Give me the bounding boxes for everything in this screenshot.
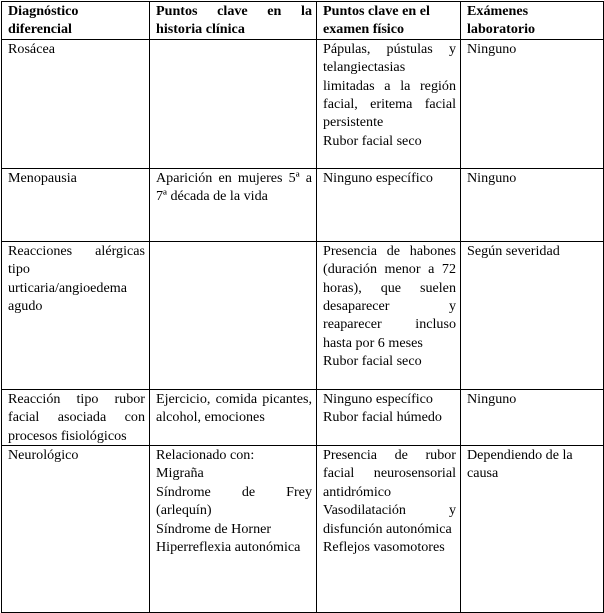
history-line: Síndrome de Frey (arlequín)	[156, 483, 312, 519]
history-cell	[150, 39, 317, 168]
table-row	[2, 39, 604, 168]
exam-cell	[317, 241, 461, 389]
history-line: Ejercicio, comida picantes, alcohol, emociones	[156, 390, 312, 426]
exam-line: Presencia de rubor facial neurosensorial antidrómico	[323, 447, 456, 500]
table-row	[2, 241, 604, 389]
table-row	[2, 168, 604, 241]
diagnosis-cell: Reacción tipo rubor facial asociada con procesos fisiológicos	[2, 389, 150, 445]
exam-line: Rubor facial seco	[323, 353, 422, 370]
header-diagnosis: Diagnóstico diferencial	[2, 2, 150, 40]
header-exam: Puntos clave en el examen físico	[317, 2, 461, 40]
exam-line: Rubor facial húmedo	[323, 409, 442, 426]
table-row	[2, 446, 604, 613]
lab-cell: Según severidad	[461, 241, 604, 389]
exam-line: Ninguno específico	[323, 390, 433, 407]
table-row	[2, 389, 604, 445]
exam-line: Vasodilatación y disfunción autonómica	[323, 502, 456, 537]
history-cell	[150, 241, 317, 389]
exam-cell	[317, 389, 461, 445]
diagnosis-cell: Reacciones alérgicas tipo urticaria/angioedema agudo	[2, 241, 150, 389]
lab-cell: Dependiendo de la causa	[461, 446, 604, 613]
exam-cell	[317, 168, 461, 241]
diagnosis-cell: Neurológico	[2, 446, 150, 613]
history-line: Migraña	[156, 465, 204, 482]
exam-line: Reflejos vasomotores	[323, 539, 445, 556]
diagnosis-cell: Rosácea	[2, 39, 150, 168]
exam-line: Rubor facial seco	[323, 132, 422, 149]
lab-cell: Ninguno	[461, 168, 604, 241]
history-line: Relacionado con:	[156, 447, 255, 464]
history-cell	[150, 446, 317, 613]
history-cell	[150, 389, 317, 445]
exam-line: Ninguno específico	[323, 169, 433, 186]
table-header-row	[2, 2, 604, 40]
diagnosis-cell: Menopausia	[2, 168, 150, 241]
lab-cell: Ninguno	[461, 39, 604, 168]
history-cell	[150, 168, 317, 241]
exam-line: Pápulas, pústulas y telangiectasias limitadas a la región facial, eritema facial persistente	[323, 40, 456, 131]
history-line: Aparición en mujeres 5ª a 7ª década de la vida	[156, 169, 312, 205]
header-history: Puntos clave en la historia clínica	[150, 2, 317, 40]
history-line: Hiperreflexia autonómica	[156, 539, 301, 556]
exam-line: Presencia de habones (duración menor a 72 horas), que suelen desaparecer y reaparecer incluso hasta por 6 meses	[323, 242, 456, 351]
exam-cell	[317, 39, 461, 168]
differential-diagnosis-table	[1, 1, 604, 613]
lab-cell: Ninguno	[461, 389, 604, 445]
header-lab: Exámenes laboratorio	[461, 2, 604, 40]
exam-cell	[317, 446, 461, 613]
history-line: Síndrome de Horner	[156, 520, 272, 537]
